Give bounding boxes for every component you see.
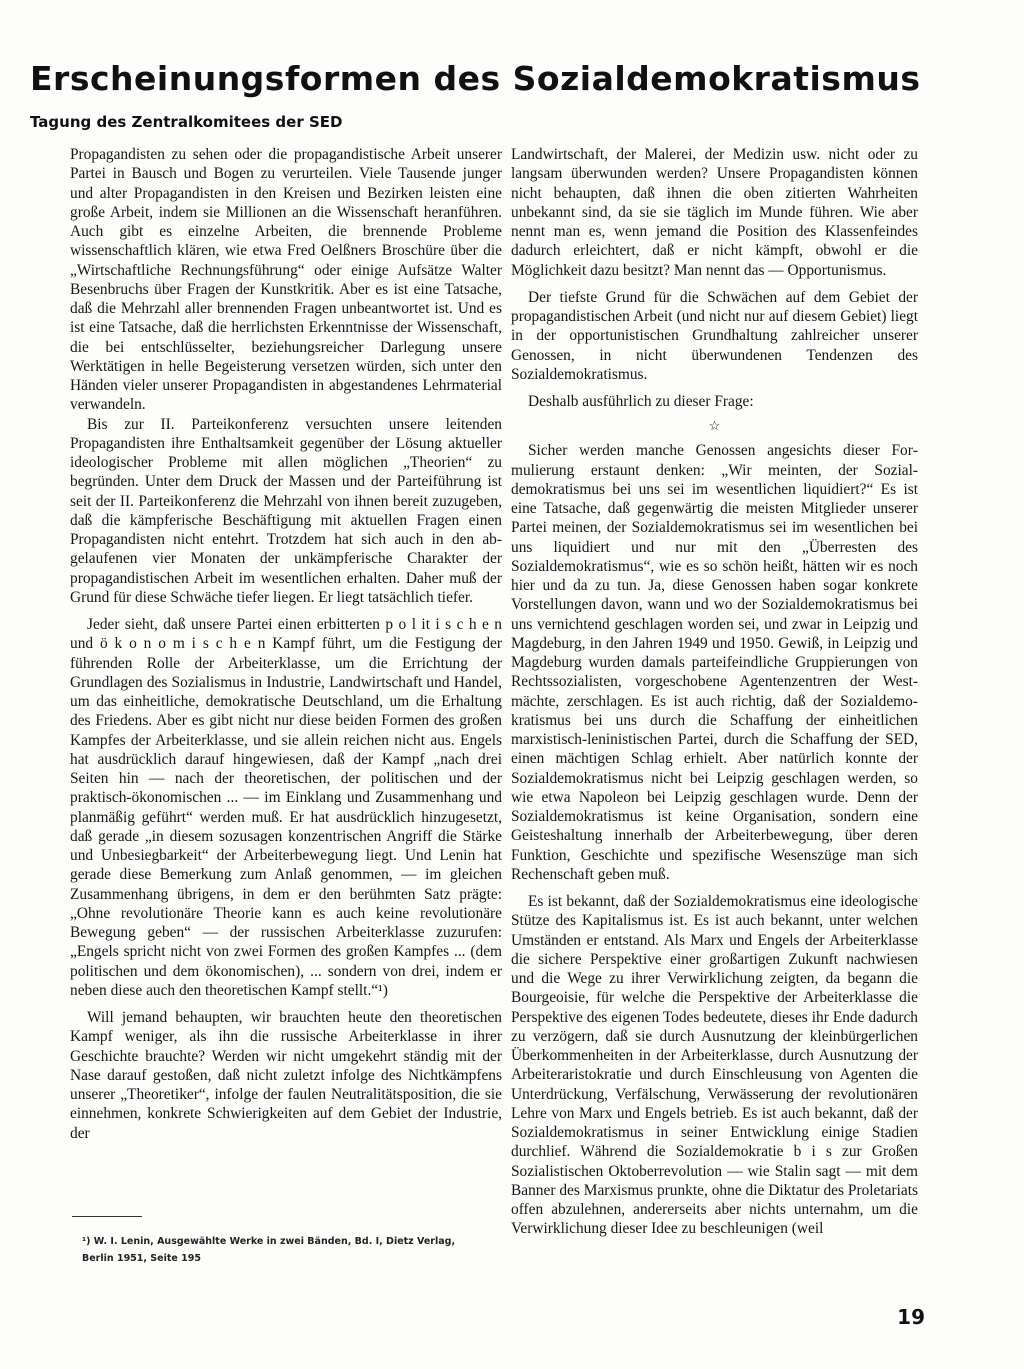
footnote-divider (72, 1216, 142, 1217)
article-title: Erscheinungsformen des Sozialdemokratismus (30, 59, 921, 98)
right-paragraph-4: Sicher werden manche Genossen angesichts dieser Formulierung erstaunt denken: „Wir meinten, der Sozialdemokratismus bei uns sei im wesentlichen liquidiert?“ Es ist eine Tatsache, daß gegenwärtig die meisten Mitglieder unserer Partei meinen, der Sozialdemokratismus sei im wesentlichen bei uns liquidiert und nur mit den „Überresten des Sozialdemokratismus“, wie es so schön heißt, hätten wir es noch hier und da zu tun. Ja, diese Genossen haben sogar konkrete Vorstellungen davon, wann und wo der Sozialdemokratismus bei uns vernichtend geschlagen worden sei, und zwar in Leipzig und Magdeburg, in den Jahren 1949 und 1950. Gewiß, in Leipzig und Magdeburg wurden damals parteifeindliche Gruppierungen von Rechtssozialisten, vorgeschobene Agentenzentren der Westmächte, zerschlagen. Es ist auch richtig, daß der Sozialdemokratismus bei uns durch die Schaffung der einheitlichen marxistisch-leninistischen Partei, durch die Schaffung der SED, einen mächtigen Schlag erhielt. Aber natürlich konnte der Sozialdemokratismus nicht bei Leipzig geschlagen werden, so wie etwa Napoleon bei Leipzig geschlagen wurde. Denn der Sozialdemokratismus ist keine Organisation, sondern eine Geisteshaltung innerhalb der Arbeiterbewegung, über deren Funktion, Geschichte und spezifische Wesenszüge man sich Rechenschaft geben muß. (511, 442, 918, 883)
article-subtitle: Tagung des Zentralkomitees der SED (30, 113, 343, 131)
left-paragraph-3: Jeder sieht, daß unsere Partei einen erbitterten p o l it i s c h e n und ö k o n o m i s c h e n Kampf führt, um die Festigung der führenden Rolle der Arbeiterklasse, um die Errichtung der Grundlagen des Sozialismus in Industrie, Landwirtschaft und Handel, um das einheitliche, demokratische Deutschland, um die Erhaltung des Friedens. Aber es gibt nicht nur diese beiden Formen des großen Kampfes der Arbeiterklasse, und sie allein reichen nicht aus. Engels hat ausdrücklich darauf hingewiesen, daß der Kampf „nach drei Seiten hin — nach der theoretischen, der politischen und der praktisch-ökonomischen ... — im Einklang und Zusammenhang und planmäßig geführt“ werden muß. Er hat ausdrücklich hinzugesetzt, daß gerade „in diesem sozusagen konzentrischen Angriff die Stärke und Unbesiegbarkeit“ der Arbeiterbewegung liegt. Und Lenin hat gerade diese Bemerkung zum Anlaß genommen, — im gleichen Zusammenhang übrigens, in dem er den berühmten Satz prägte: „Ohne revolutionäre Theorie kann es auch keine revolutionäre Bewegung geben“ — der russischen Arbeiterklasse zuzurufen: „Engels spricht nicht von zwei Formen des großen Kampfes ... (dem politischen und dem ökonomischen), ... sondern von drei, indem er neben diese auch den theoretischen Kampf stellt.“¹) (70, 616, 502, 999)
section-star-icon: ☆ (708, 418, 721, 434)
footnote: ¹) W. I. Lenin, Ausgewählte Werke in zwei Bänden, Bd. I, Dietz Verlag, Berlin 1951, Seite 195 (82, 1236, 456, 1264)
left-paragraph-2: Bis zur II. Parteikonferenz versuchten unsere leitenden Propagandisten ihre Enthaltsamkeit gegenüber der Lösung aktueller ideologischer Probleme mit allen möglichen „Theorien“ zu begründen. Unter dem Druck der Massen und der Parteiführung ist seit der II. Parteikonferenz die Mehrzahl von ihnen bereit zuzugeben, daß die kämpferische Beschäftigung mit aktuellen Fragen einen Propagandisten nicht entehrt. Trotzdem hat sich auch in den abgelaufenen vier Monaten der unkämpferische Charakter der propagandistischen Arbeit im wesentlichen erhalten. Daher muß der Grund für diese Schwäche tiefer liegen. Er liegt tatsächlich tiefer. (70, 415, 502, 606)
page-number: 19 (897, 1305, 925, 1329)
right-paragraph-1: Landwirtschaft, der Malerei, der Medizin usw. nicht oder zu langsam überwunden werden? Unsere Propagandisten können nicht behaupten, daß ihnen die oben zitierten Wahrheiten unbekannt sind, da sie sie täglich im Munde führen. Wie aber nennt man es, wenn jemand die Position des Klassenfeindes dadurch erleichtert, daß er nicht kämpft, obwohl er die Möglichkeit dazu besitzt? Man nennt das — Opportunismus. (511, 146, 918, 279)
left-column (70, 145, 502, 1143)
right-column (511, 145, 918, 1239)
left-paragraph-1: Propagandisten zu sehen oder die propagandistische Arbeit unserer Partei in Bausch und Bogen zu verurteilen. Viele Tausende junger und alter Propagandisten in den Kreisen und Bezirken leisten eine große Arbeit, indem sie Millionen an die Wissenschaft heranführen. Auch gibt es einzelne Arbeiten, die brennende Probleme wissenschaftlich klären, wie etwa Fred Oelßners Broschüre über die „Wirtschaftliche Rechnungsführung“ oder einige Aufsätze Walter Besenbruchs über Fragen der Kunstkritik. Aber es ist eine Tatsache, daß die Mehrzahl aller brennenden Fragen unbeantwortet ist. Und es ist eine Tatsache, daß die herrlichsten Erkenntnisse der Wissenschaft, die bei entschlüsselter, beziehungsreicher Darlegung unsere Werktätigen in helle Begeisterung versetzen würden, sich unter den Händen vieler unserer Propagandisten in abgestandenes Lehrmaterial verwandeln. (70, 146, 502, 414)
right-paragraph-3: Deshalb ausführlich zu dieser Frage: (528, 393, 754, 410)
left-paragraph-4: Will jemand behaupten, wir brauchten heute den theoretischen Kampf weniger, als ihn die russische Arbeiterklasse in ihrer Geschichte brauchte? Werden wir nicht umgekehrt ständig mit der Nase darauf gestoßen, daß nicht zuletzt infolge des Nichtkämpfens unserer „Theoretiker“, infolge der faulen Neutralitätsposition, die sie einnehmen, konkrete Schwierigkeiten auf dem Gebiet der Industrie, der (70, 1009, 502, 1142)
right-paragraph-2: Der tiefste Grund für die Schwächen auf dem Gebiet der propagandistischen Arbeit (und nicht nur auf diesem Gebiet) liegt in der opportunistischen Grundhaltung zahlreicher unserer Genossen, in nicht überwundenen Tendenzen des Sozialdemokratismus. (511, 288, 918, 383)
right-paragraph-5: Es ist bekannt, daß der Sozialdemokratismus eine ideologische Stütze des Kapitalismus ist. Es ist auch bekannt, unter welchen Umständen er entstand. Als Marx und Engels der Arbeiterklasse die sichere Perspektive einer großartigen Zukunft nachwiesen und die Wege zu ihrer Verwirklichung zeigten, da begann die Bourgeoisie, für welche die Perspektive der Arbeiterklasse die Perspektive des eigenen Todes bedeutete, dieses ihr Ende dadurch zu verzögern, daß sie durch Ausnutzung der kleinbürgerlichen Überkommenheiten in der Arbeiterklasse, durch Ausnutzung der Arbeiteraristokratie und durch Einschleusung von Agenten die Unterdrückung, Verfälschung, Verwässerung der revolutionären Lehre von Marx und Engels betrieb. Es ist auch bekannt, daß der Sozialdemokratismus in seiner Entwicklung einige Stadien durchlief. Während die Sozialdemokratie b i s zur Großen Sozialistischen Oktoberrevolution — wie Stalin sagt — mit dem Banner des Marxismus prunkte, ohne die Diktatur des Proletariats offen abzulehnen, andererseits aber nichts unternahm, um die Verwirklichung dieser Idee zu beschleunigen (weil (511, 893, 918, 1238)
